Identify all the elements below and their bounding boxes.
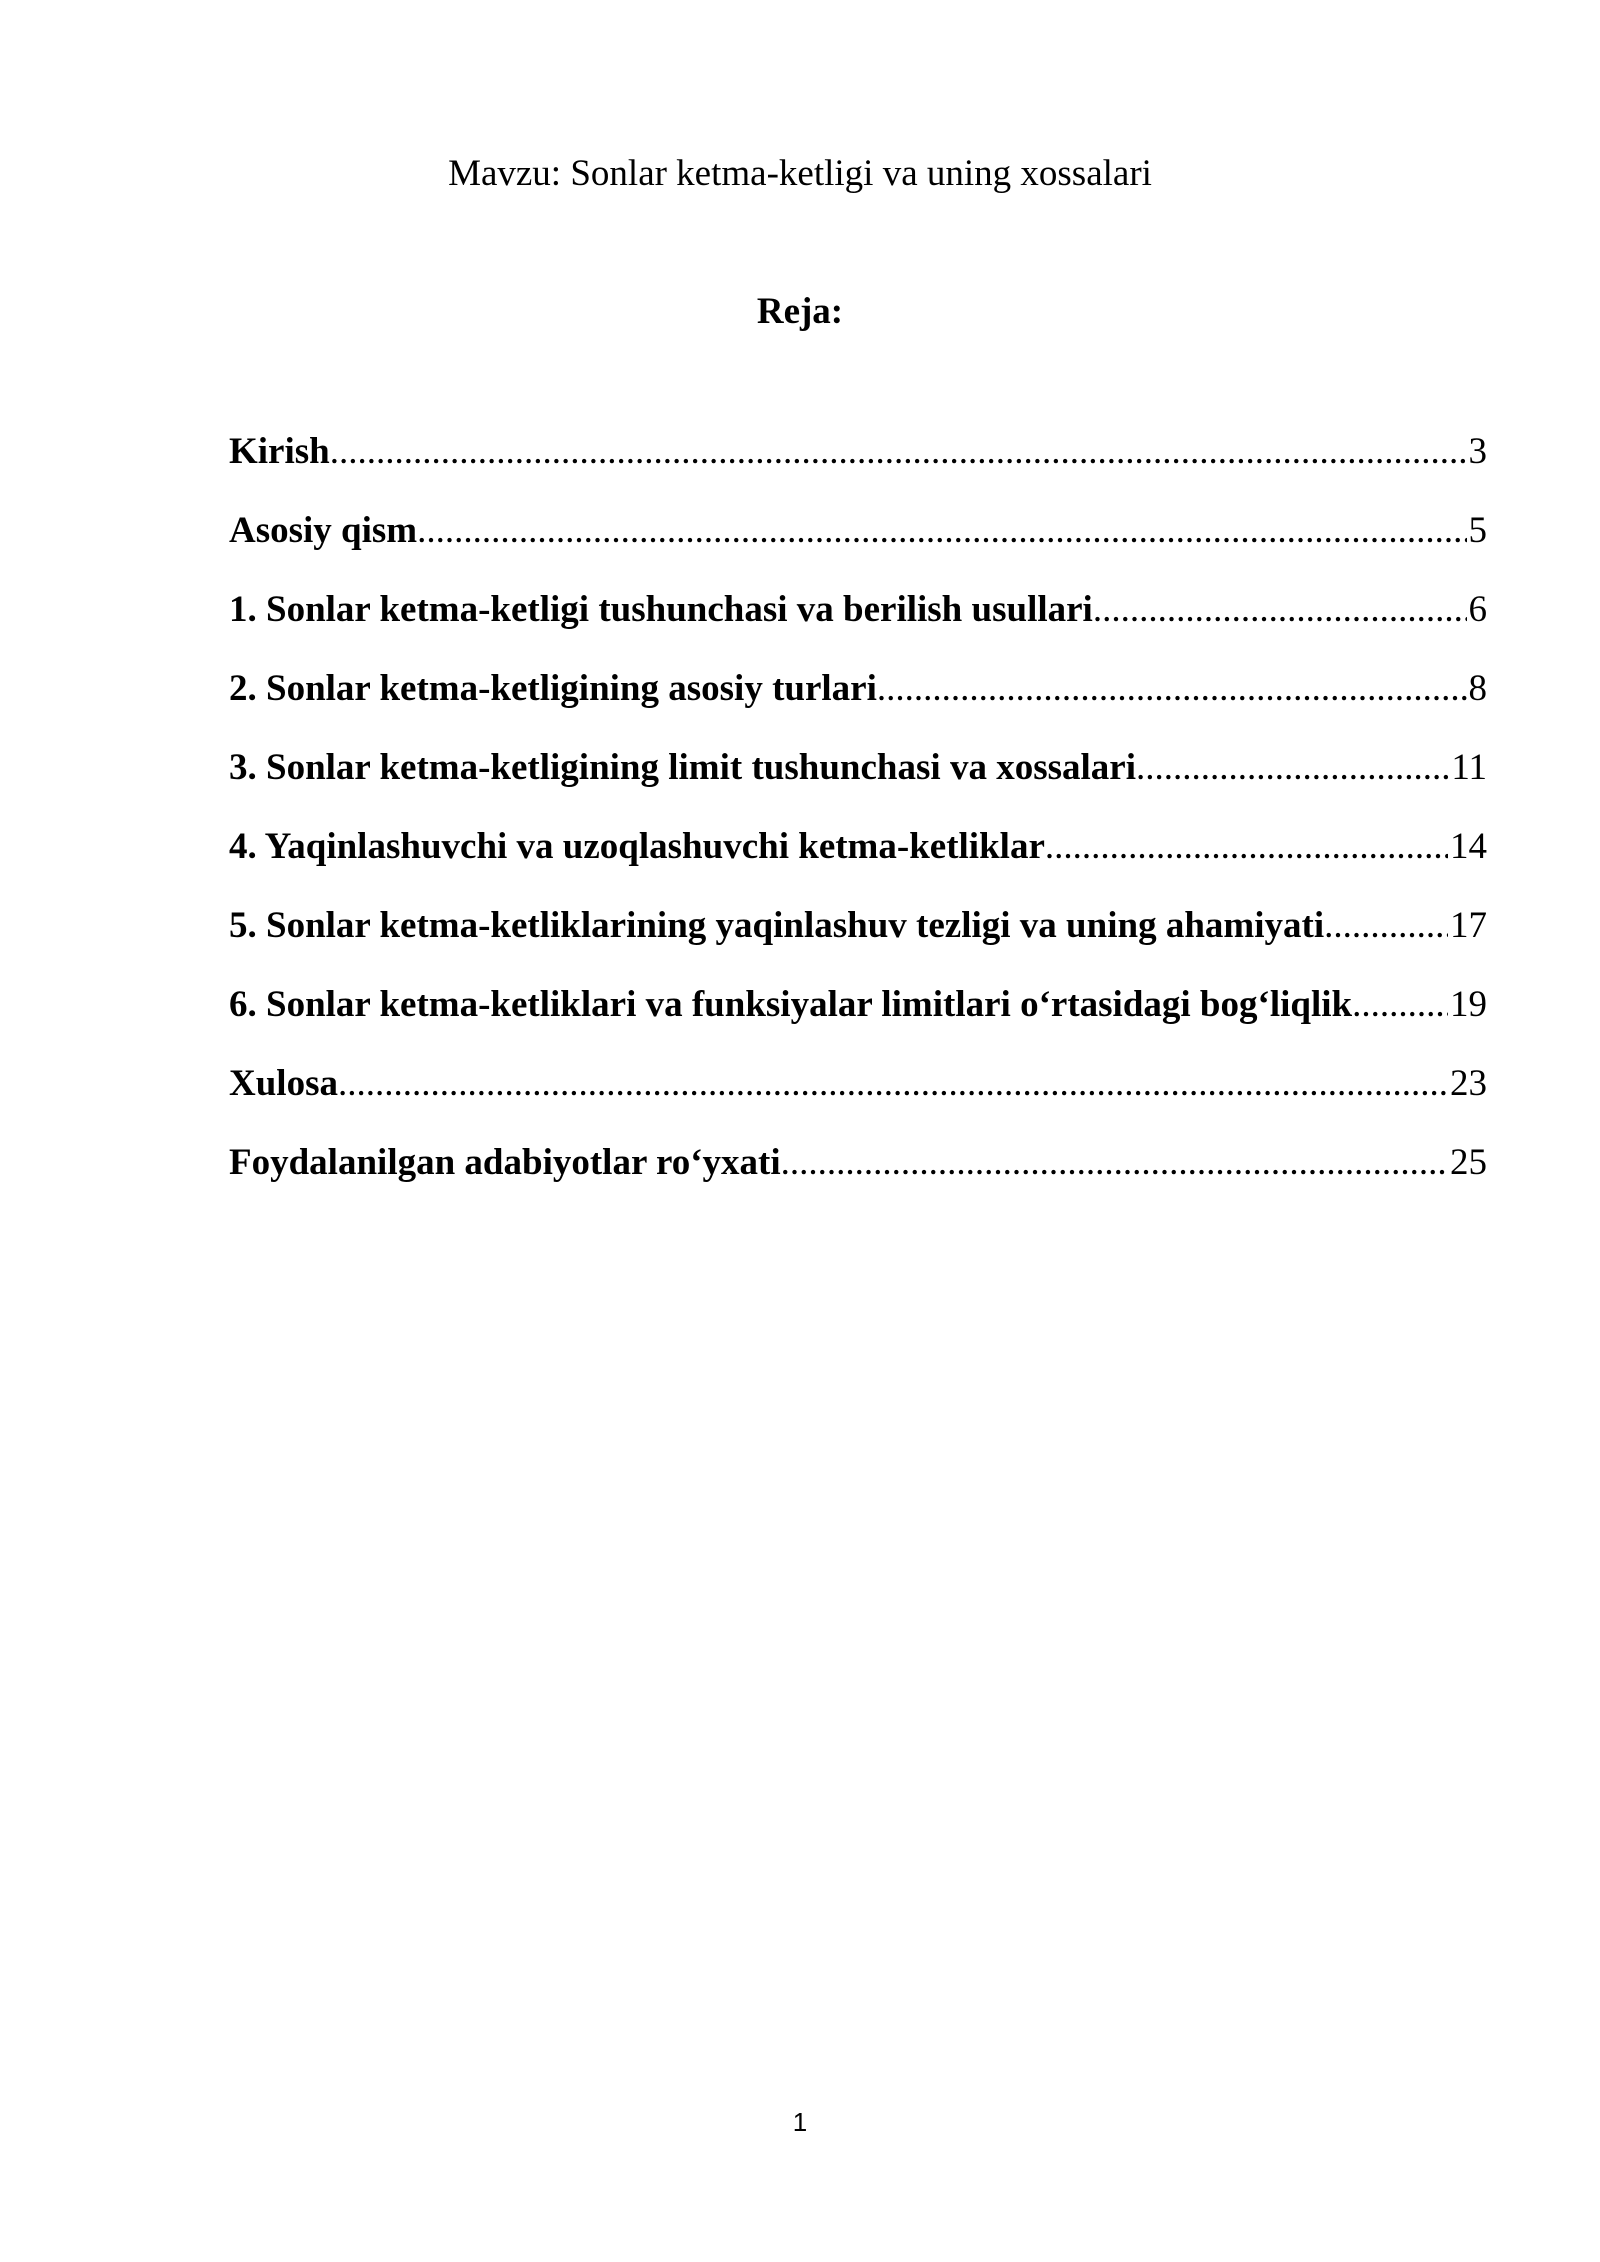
toc-entry-references[interactable] bbox=[229, 1141, 1487, 1220]
plan-title: Reja: bbox=[756, 291, 844, 332]
toc-entry-page: 25 bbox=[1450, 1142, 1487, 1183]
document-topic: Mavzu: Sonlar ketma-ketligi va uning xossalari bbox=[448, 153, 1152, 194]
toc-entry-page: 11 bbox=[1451, 747, 1487, 788]
toc-leader-dots bbox=[338, 1062, 1448, 1106]
toc-entry-page: 17 bbox=[1450, 905, 1487, 946]
toc-leader-dots bbox=[417, 509, 1466, 553]
toc-entry-section-3[interactable] bbox=[229, 746, 1487, 825]
toc-entry-label: 5. Sonlar ketma-ketliklarining yaqinlashuv tezligi va uning ahamiyati bbox=[229, 905, 1325, 946]
toc-leader-dots bbox=[330, 430, 1467, 474]
toc-entry-label: Xulosa bbox=[229, 1063, 338, 1104]
table-of-contents bbox=[229, 430, 1487, 1220]
toc-entry-conclusion[interactable] bbox=[229, 1062, 1487, 1141]
toc-leader-dots bbox=[1352, 983, 1448, 1027]
toc-leader-dots bbox=[1324, 904, 1448, 948]
toc-leader-dots bbox=[1136, 746, 1449, 790]
toc-entry-page: 5 bbox=[1468, 510, 1487, 551]
toc-entry-section-2[interactable] bbox=[229, 667, 1487, 746]
toc-entry-label: 1. Sonlar ketma-ketligi tushunchasi va berilish usullari bbox=[229, 589, 1093, 630]
toc-entry-label: Foydalanilgan adabiyotlar ro‘yxati bbox=[229, 1142, 781, 1183]
toc-entry-page: 6 bbox=[1468, 589, 1487, 630]
toc-leader-dots bbox=[1045, 825, 1448, 869]
page-number: 1 bbox=[792, 2107, 808, 2137]
toc-entry-label: 4. Yaqinlashuvchi va uzoqlashuvchi ketma-ketliklar bbox=[229, 826, 1045, 867]
toc-entry-label: 3. Sonlar ketma-ketligining limit tushunchasi va xossalari bbox=[229, 747, 1136, 788]
toc-entry-section-1[interactable] bbox=[229, 588, 1487, 667]
toc-entry-section-4[interactable] bbox=[229, 825, 1487, 904]
toc-entry-page: 8 bbox=[1468, 668, 1487, 709]
toc-leader-dots bbox=[781, 1141, 1448, 1185]
toc-entry-page: 19 bbox=[1450, 984, 1487, 1025]
toc-leader-dots bbox=[1093, 588, 1467, 632]
toc-entry-section-5[interactable] bbox=[229, 904, 1487, 983]
toc-entry-page: 14 bbox=[1450, 826, 1487, 867]
toc-entry-label: 2. Sonlar ketma-ketligining asosiy turlari bbox=[229, 668, 877, 709]
toc-entry-page: 3 bbox=[1468, 431, 1487, 472]
toc-entry-label: Asosiy qism bbox=[229, 510, 418, 551]
toc-entry-main-part[interactable] bbox=[229, 509, 1487, 588]
toc-entry-introduction[interactable] bbox=[229, 430, 1487, 509]
toc-entry-section-6[interactable] bbox=[229, 983, 1487, 1062]
toc-leader-dots bbox=[877, 667, 1467, 711]
toc-entry-label: 6. Sonlar ketma-ketliklari va funksiyalar limitlari o‘rtasidagi bog‘liqlik bbox=[229, 984, 1353, 1025]
toc-entry-label: Kirish bbox=[229, 431, 330, 472]
toc-entry-page: 23 bbox=[1450, 1063, 1487, 1104]
